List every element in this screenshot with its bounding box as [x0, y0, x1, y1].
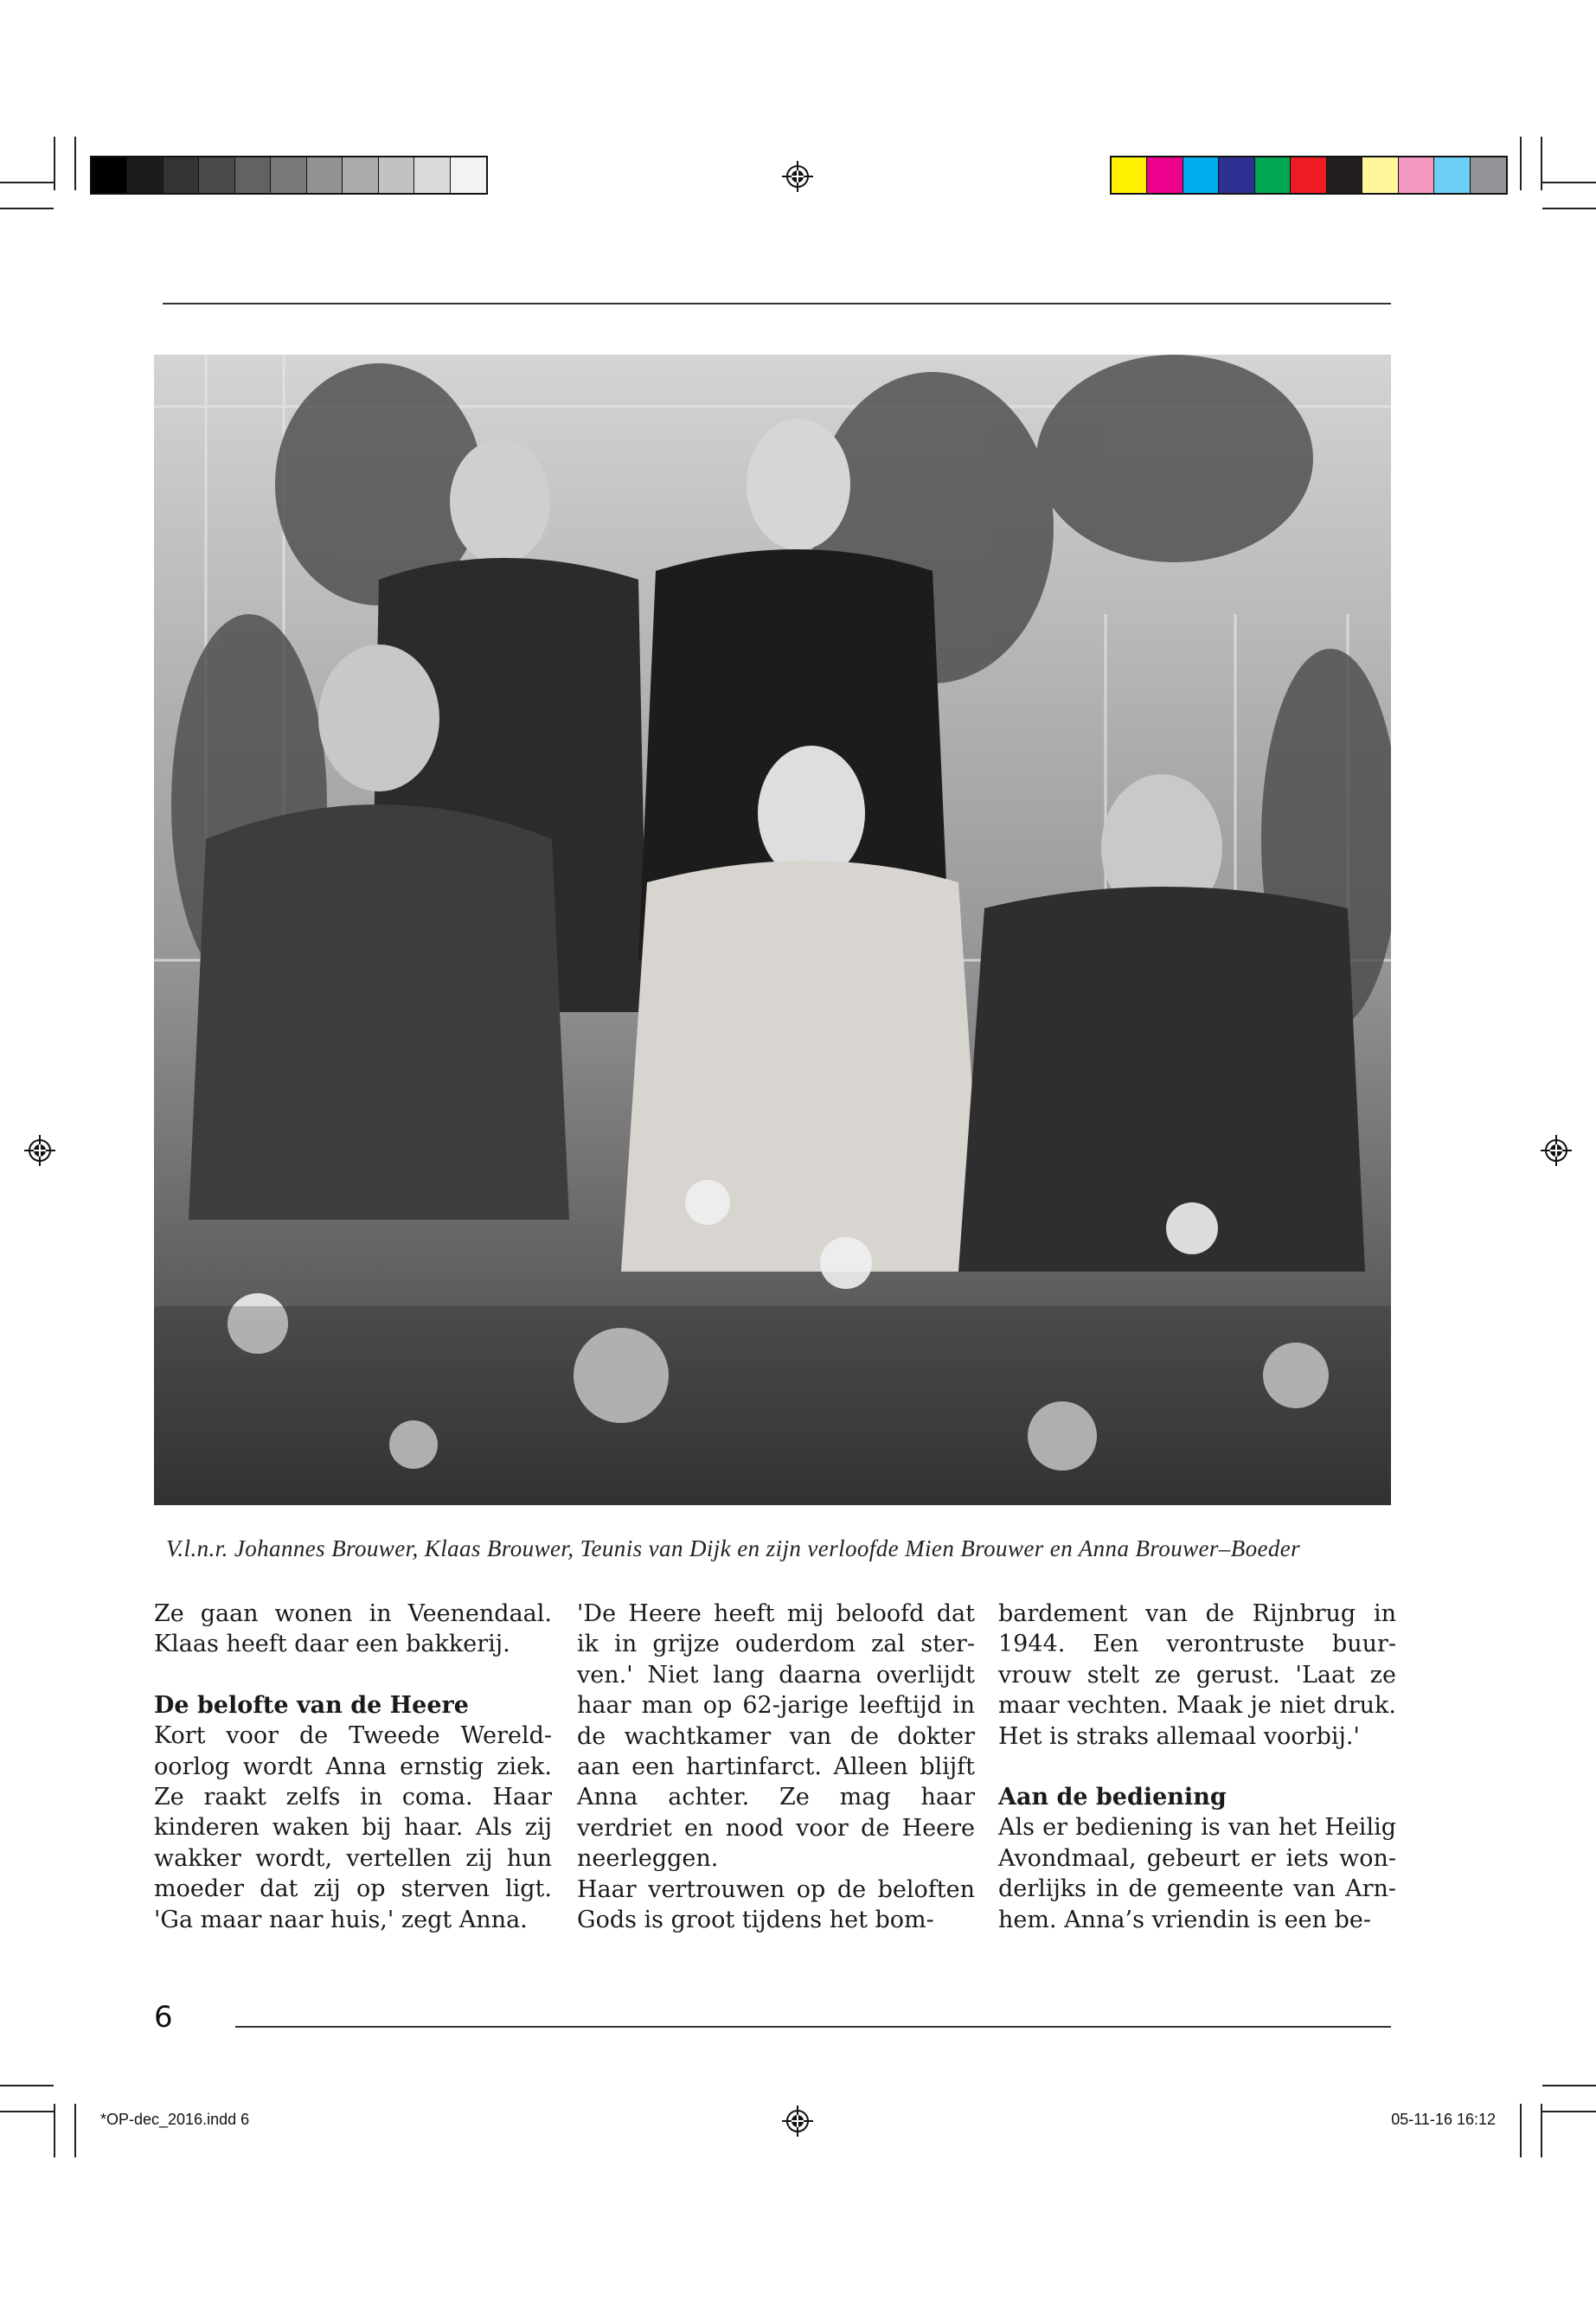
crop-mark: [1542, 2111, 1596, 2112]
crop-mark: [1520, 2104, 1522, 2157]
color-swatch: [1291, 157, 1326, 193]
cmyk-color-bar: [1110, 156, 1508, 195]
color-swatch: [1147, 157, 1183, 193]
crop-mark: [74, 2104, 76, 2157]
registration-mark-icon: [24, 1135, 55, 1166]
crop-mark: [1541, 137, 1542, 190]
crop-mark: [0, 182, 54, 183]
header-rule: [163, 303, 1391, 304]
crop-mark: [54, 2104, 55, 2157]
gray-swatch: [92, 157, 127, 193]
crop-mark: [1542, 2085, 1596, 2086]
section-heading: Aan de bediening: [998, 1784, 1227, 1811]
color-swatch: [1112, 157, 1147, 193]
section-heading: De belofte van de Heere: [154, 1691, 469, 1719]
color-swatch: [1219, 157, 1254, 193]
registration-mark-icon: [1541, 1135, 1572, 1166]
color-swatch: [1399, 157, 1434, 193]
gray-swatch: [271, 157, 306, 193]
gray-swatch: [379, 157, 414, 193]
slug-filename: *OP-dec_2016.indd 6: [100, 2111, 250, 2128]
color-swatch: [1327, 157, 1362, 193]
color-swatch: [1434, 157, 1470, 193]
family-photo-illustration: [154, 355, 1391, 1505]
gray-swatch: [127, 157, 163, 193]
gray-swatch: [343, 157, 378, 193]
gray-swatch: [163, 157, 199, 193]
paragraph: 'De Heere heeft mij beloofd dat ik in grijze ouderdom zal sterven.' Niet lang daarna overlijdt haar man op 62-jarige leeftijd in de wachtkamer van de dokter aan een hartinfarct. Alleen blijft Anna achter. Ze mag haar verdriet en nood voor de Heere neerleggen.: [577, 1600, 975, 1873]
crop-mark: [0, 2085, 54, 2086]
color-swatch: [1183, 157, 1219, 193]
grayscale-color-bar: [90, 156, 488, 195]
crop-mark: [0, 2111, 54, 2112]
text-column-3: [998, 1599, 1396, 1935]
paragraph: Kort voor de Tweede Wereldoorlog wordt Anna ernstig ziek. Ze raakt zelfs in coma. Haar kinderen waken bij haar. Als zij wakker wordt, vertellen zij hun moeder dat zij op sterven ligt. 'Ga maar naar huis,' zegt Anna.: [154, 1722, 552, 1933]
gray-swatch: [307, 157, 343, 193]
text-column-2: [577, 1599, 975, 1935]
paragraph: Ze gaan wonen in Veenendaal. Klaas heeft daar een bakkerij.: [154, 1600, 552, 1658]
paragraph: bardement van de Rijnbrug in 1944. Een verontruste buurvrouw stelt ze gerust. 'Laat ze maar vechten. Maak je niet druk. Het is straks allemaal voorbij.': [998, 1600, 1396, 1750]
photo-caption: V.l.n.r. Johannes Brouwer, Klaas Brouwer, Teunis van Dijk en zijn verloofde Mien Brouwer en Anna Brouwer–Boeder: [166, 1535, 1301, 1561]
crop-mark: [74, 137, 76, 190]
registration-mark-icon: [782, 2106, 813, 2137]
color-swatch: [1255, 157, 1291, 193]
color-swatch: [1471, 157, 1506, 193]
text-column-1: [154, 1599, 552, 1935]
registration-mark-icon: [782, 161, 813, 192]
family-photo: [154, 355, 1391, 1505]
color-swatch: [1362, 157, 1398, 193]
paragraph: Haar vertrouwen op de beloften Gods is groot tijdens het bom-: [577, 1875, 975, 1934]
crop-mark: [1542, 208, 1596, 209]
crop-mark: [54, 137, 55, 190]
page-number: 6: [154, 2000, 173, 2035]
gray-swatch: [235, 157, 271, 193]
crop-mark: [1542, 182, 1596, 183]
gray-swatch: [414, 157, 450, 193]
paragraph: Als er bediening is van het Heilig Avondmaal, gebeurt er iets wonderlijks in de gemeente van Arnhem. Anna’s vriendin is een be-: [998, 1814, 1396, 1933]
crop-mark: [0, 208, 54, 209]
crop-mark: [1520, 137, 1522, 190]
gray-swatch: [199, 157, 234, 193]
gray-swatch: [451, 157, 486, 193]
footer-rule: [235, 2026, 1391, 2028]
slug-datetime: 05-11-16 16:12: [1391, 2111, 1496, 2128]
